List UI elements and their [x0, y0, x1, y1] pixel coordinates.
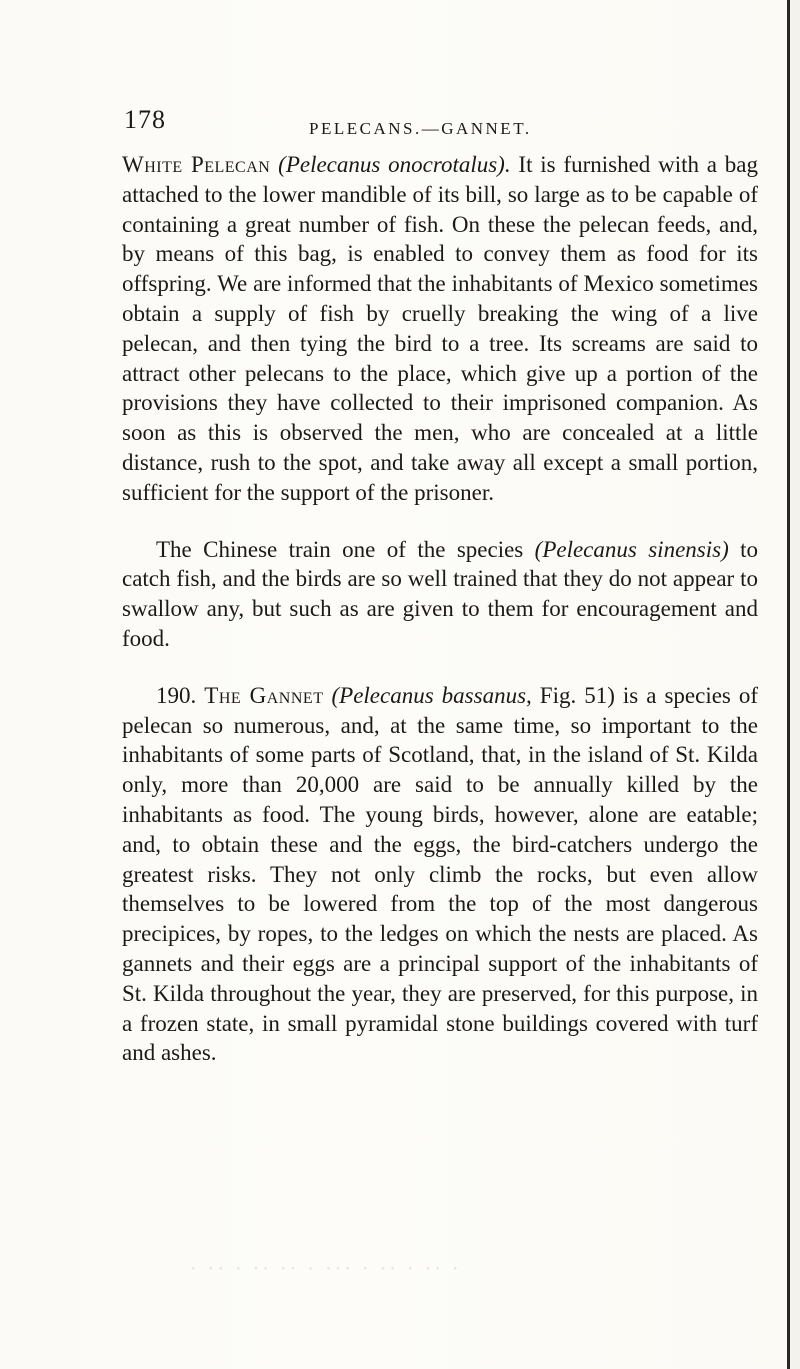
latin-name-bassanus: (Pelecanus bassanus, — [331, 682, 532, 708]
page-edge-line — [787, 0, 790, 1369]
species-name-white-pelecan: White Pelecan — [122, 152, 271, 177]
paragraph-gannet-text: is a species of pelecan so numerous, and, at the same time, so important to the inhabitants of some parts of Scotland, that, in the island of St. Kilda only, more than 20,000 are said to be annually killed by the inhabitants as food. The young birds, however, alone are eatable; and, to obtain these and the eggs, the bird-catchers undergo the greatest risks. They not only climb the rocks, but even allow themselves to be lowered from the top of the most dangerous precipices, by ropes, to the ledges on which the nests are placed. As gannets and their eggs are a principal support of the inhabitants of St. Kilda throughout the year, they are preserved, for this purpose, in a frozen state, in small pyramidal stone buildings covered with turf and ashes. — [122, 682, 759, 1066]
paragraph-white-pelecan-text: It is furnished with a bag attached to the lower mandible of its bill, so large as to be capable of containing a great number of fish. On these the pelecan feeds, and, by means of this bag, is enabled to convey them as food for its offspring. We are informed that the inhabitants of Mexico sometimes obtain a supply of fish by cruelly breaking the wing of a live pelecan, and then tying the bird to a tree. Its screams are said to attract other pelecans to the place, which give up a portion of the provisions they have collected to their imprisoned companion. As soon as this is observed the men, who are concealed at a little distance, rush to the spot, and take away all except a small portion, sufficient for the support of the prisoner. — [122, 152, 759, 505]
show-through-text: · ·· · ·· ·· · ··· · ·· · ·· · — [190, 1258, 462, 1280]
paragraph-chinese-pelecan-text: to catch fish, and the birds are so well trained that they do not appear to swallow any, but such as are given to them for encouragement and food. — [122, 536, 759, 651]
paragraph-white-pelecan — [122, 150, 758, 508]
running-head: PELECANS.—GANNET. — [309, 119, 532, 138]
species-name-gannet: The Gannet — [204, 682, 324, 708]
body-text — [122, 150, 758, 1068]
page-header — [124, 105, 764, 145]
latin-name-onocrotalus: (Pelecanus onocrotalus). — [278, 152, 511, 177]
figure-reference: Fig. 51) — [539, 682, 615, 708]
page-number: 178 — [124, 105, 166, 134]
latin-name-sinensis: (Pelecanus sinensis) — [534, 536, 729, 562]
page-margin — [790, 0, 800, 1369]
paragraph-chinese-pelecan — [122, 535, 758, 654]
paragraph-gannet — [122, 681, 758, 1068]
paragraph-chinese-pelecan-lead: The Chinese train one of the species — [156, 536, 524, 562]
section-number: 190. — [156, 682, 197, 708]
